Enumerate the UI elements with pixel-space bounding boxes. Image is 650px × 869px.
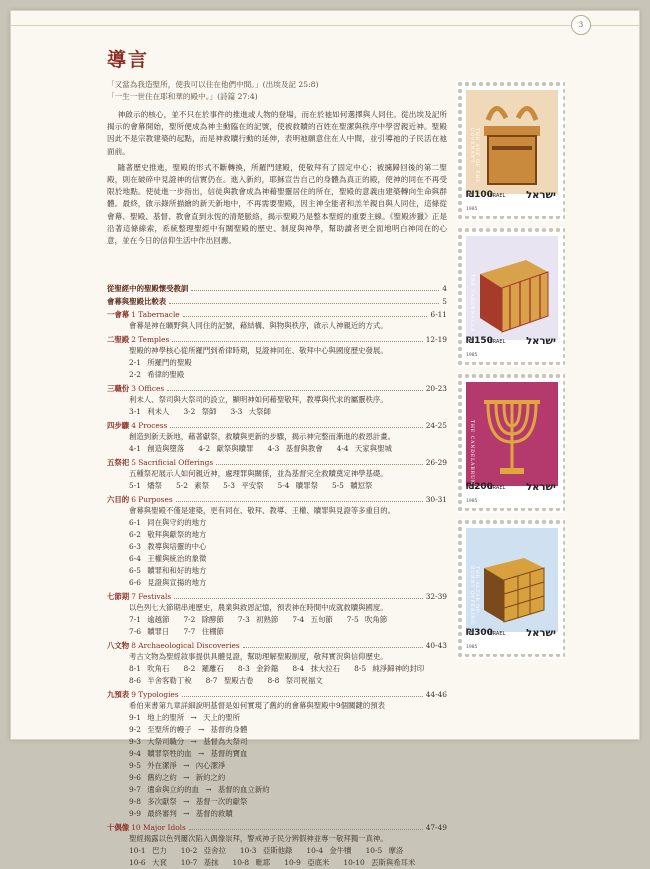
toc-title[interactable]: 從聖經中的聖殿懷受教訓: [107, 284, 189, 293]
toc-subsection[interactable]: 4-1 創造與墮落: [129, 444, 185, 453]
toc-subsection[interactable]: 7-7 住棚節: [183, 627, 224, 636]
toc-page-range: 30-31: [425, 495, 447, 504]
toc-subsection[interactable]: 4-4 天家與聖城: [336, 444, 392, 453]
toc-subsection-line: [107, 517, 447, 541]
toc-subsection-line: [107, 857, 447, 869]
stamp-country: ISRAEL: [488, 485, 506, 491]
toc-heading-row[interactable]: [107, 309, 447, 320]
toc-subsection-line: [107, 736, 447, 760]
toc-heading-row[interactable]: [107, 383, 447, 394]
stamp-caption: [466, 336, 556, 358]
toc-subsection-line: [107, 712, 447, 736]
toc-entry[interactable]: [107, 494, 447, 589]
toc-subsection[interactable]: 9-8 多次獻祭 → 基督一次的獻祭: [129, 797, 248, 806]
toc-subsection-line: [107, 626, 447, 638]
toc-subsection-line: [107, 663, 447, 675]
toc-subsection[interactable]: 10-6 大袞: [129, 858, 167, 867]
toc-leader-dots: [191, 283, 439, 291]
toc-leader-dots: [169, 296, 439, 304]
scripture-quote: 「一生一世住在耶和華的殿中。」(詩篇 27:4): [107, 92, 258, 101]
toc-page-range: 32-39: [425, 592, 447, 601]
toc-subsection[interactable]: 10-2 亞舍拉: [180, 846, 226, 855]
toc-subsection-line: [107, 443, 447, 455]
toc-subsection[interactable]: 3-3 大祭師: [230, 407, 271, 416]
toc-entry[interactable]: [107, 640, 447, 687]
toc-title[interactable]: 八文物: [107, 641, 130, 650]
toc-subsection-line: [107, 808, 447, 820]
toc-leader-dots: [172, 334, 422, 342]
stamp-caption: [466, 190, 556, 212]
toc-subsection[interactable]: 9-5 外在潔淨 → 內心潔淨: [129, 761, 226, 770]
toc-english-title: 5 Sacrificial Offerings: [131, 458, 214, 467]
toc-subsection[interactable]: 10-8 毗耶: [232, 858, 271, 867]
stamp-illustration: [466, 382, 556, 486]
toc-title[interactable]: 六目的: [107, 495, 130, 504]
stamp-year: 1985: [466, 499, 478, 504]
stamp-name: THE ALTAR OF BURNT OFFERING: [469, 566, 479, 625]
toc-description: 考古文物為聖經敘事提供具體見證，幫助理解聖殿制度，敬拜實況與信仰歷史。: [129, 652, 388, 661]
toc-subsection[interactable]: 9-2 至聖所的幔子 → 基督的身體: [129, 725, 248, 734]
stamp-caption: [466, 482, 556, 504]
scripture-quote: 「又當為我造聖所，使我可以住在他們中間。」(出埃及記 25:8): [107, 80, 319, 89]
toc-leader-dots: [170, 420, 422, 428]
toc-subsection[interactable]: 3-2 祭師: [183, 407, 217, 416]
toc-subsection[interactable]: 7-4 五旬節: [292, 615, 333, 624]
stamp-illustration: [466, 528, 556, 632]
toc-subsection[interactable]: 7-1 逾越節: [129, 615, 170, 624]
toc-description: 以色列七大節期串連歷史，農業與救恩記憶，預表神在時間中成就救贖與國度。: [129, 603, 388, 612]
toc-english-title: 3 Offices: [131, 384, 165, 393]
toc-subsection[interactable]: 8-4 抹大拉石: [292, 664, 341, 673]
stamp-name: THE ARK OF THE COVENANT: [469, 128, 479, 184]
stamp-face: [462, 232, 560, 362]
toc-page-range: 4: [442, 284, 447, 293]
toc-page-range: 12-19: [425, 335, 447, 344]
toc-heading-row[interactable]: [107, 591, 447, 602]
toc-entry[interactable]: [107, 334, 447, 381]
toc-subsection[interactable]: 9-4 贖罪祭牲的血 → 基督的寶血: [129, 749, 248, 758]
toc-subsection[interactable]: 2-2 希律的聖殿: [129, 370, 185, 379]
toc-english-title: 4 Process: [131, 421, 168, 430]
stamp-price: ₪300: [466, 628, 493, 638]
toc-page-range: 26-29: [425, 458, 447, 467]
toc-subsection[interactable]: 8-7 聖殿古卷: [205, 676, 254, 685]
postage-stamp: [457, 227, 565, 367]
toc-subsection-line: [107, 614, 447, 626]
toc-subsection-line: [107, 784, 447, 808]
toc-english-title: 2 Temples: [131, 335, 170, 344]
intro-paragraph: 神啟示的核心，並不只在於事件的推進或人物的登場，而在於祂如何選擇與人同住。從出埃及記所揭示的會幕開始，聖所便成為神主動臨在的記號，使被救贖的百姓在聖潔與秩序中學習親近神。聖殿因此不是宗教建築的起點，而是神救贖行動的延伸，表明祂願意住在人中間，並引導祂的子民活在祂面前。: [107, 110, 447, 156]
stamp-country: ISRAEL: [488, 339, 506, 345]
toc-subsection[interactable]: 10-4 金牛犢: [306, 846, 352, 855]
stamp-illustration: [466, 90, 556, 194]
toc-subsection-line: [107, 357, 447, 381]
toc-heading-row[interactable]: [107, 296, 447, 307]
toc-leader-dots: [176, 494, 423, 502]
toc-subsection[interactable]: 5-4 贖罪祭: [277, 481, 318, 490]
stamp-illustration: [466, 236, 556, 340]
toc-subsection[interactable]: 10-1 巴力: [129, 846, 167, 855]
toc-description: 利未人、祭司與大祭司的設立，顯明神如何藉聖敬拜，教導與代求的屬靈秩序。: [129, 395, 388, 404]
stamp-name: THE TABERNACLE: [469, 274, 474, 333]
toc-description: 創造到新天新地，藉著獻祭，救贖與更新的步驟，揭示神完整而漸進的救恩計畫。: [129, 432, 396, 441]
toc-subsection[interactable]: 9-6 舊約之約 → 新約之約: [129, 773, 226, 782]
toc-heading-row[interactable]: [107, 689, 447, 700]
toc-entry[interactable]: [107, 457, 447, 492]
toc-subsection-line: [107, 541, 447, 565]
toc-subsection-line: [107, 406, 447, 418]
toc-subsection[interactable]: 8-3 金鈴鐺: [237, 664, 279, 673]
stamp-column: [457, 81, 567, 665]
toc-description: 會幕是神在曠野與人同住的記號，藉結構、與物與秩序，啟示人神親近的方式。: [129, 321, 388, 330]
toc-subsection[interactable]: 8-1 吹角石: [129, 664, 170, 673]
stamp-face: [462, 86, 560, 216]
toc-subsection-line: [107, 565, 447, 589]
intro-paragraph: 隨著歷史推進，聖殿的形式不斷轉換，所羅門建殿，使敬拜有了固定中心；被擄歸回後的第二聖殿，則在破碎中見證神的信實仍在。進入新約，耶穌宣告自己的身體為真正的殿，使神的同在不再受限於地點。使徒進一步指出，信徒與教會成為神藉聖靈居住的所在，聖殿的意義由建築轉向生命與群體。最終，啟示錄所描繪的新天新地中，不再需要聖殿，因主神全能者和羔羊親自與人同住，這條從會幕、聖殿、基督、教會直到永恆的清楚脈絡，揭示聖殿乃是整本聖經的重要主線。《聖殿涉獵》正是沿著這條線索，系統整理聖經中有關聖殿的歷史、制度與神學，幫助讀者更全面地明白神同在的心意，並在今日的信仰生活中作出回應。: [107, 162, 447, 246]
toc-subsection[interactable]: 7-6 贖罪日: [129, 627, 170, 636]
stamp-year: 1985: [466, 207, 478, 212]
stamp-country: ISRAEL: [488, 631, 506, 637]
toc-leader-dots: [167, 383, 422, 391]
toc-description: 希伯來書第九章詳細說明基督是如何實現了舊約的會幕與聖殿中9個關鍵的預表: [129, 701, 385, 710]
toc-subsection[interactable]: 10-10 丟斯與希耳米: [343, 858, 416, 867]
toc-title[interactable]: 五祭祀: [107, 458, 130, 467]
toc-english-title: 6 Purposes: [131, 495, 173, 504]
toc-title[interactable]: 三職份: [107, 384, 130, 393]
toc-leader-dots: [216, 457, 423, 465]
stamp-price: ₪200: [466, 482, 493, 492]
stamp-hebrew-text: ישראל: [526, 628, 556, 639]
toc-subsection[interactable]: 9-1 地上的聖所 → 天上的聖所: [129, 713, 241, 722]
toc-subsection[interactable]: 3-1 利未人: [129, 407, 170, 416]
toc-heading-row[interactable]: [107, 494, 447, 505]
toc-title[interactable]: 二聖殿: [107, 335, 130, 344]
toc-subsection[interactable]: 4-3 基督與教會: [267, 444, 323, 453]
toc-entry[interactable]: [107, 689, 447, 820]
stamp-hebrew-text: ישראל: [526, 190, 556, 201]
stamp-hebrew-text: ישראל: [526, 482, 556, 493]
toc-leader-dots: [189, 822, 423, 830]
toc-page-range: 44-46: [425, 690, 447, 699]
header-rule: [11, 25, 639, 26]
toc-entry[interactable]: [107, 283, 447, 294]
toc-heading-row[interactable]: [107, 822, 447, 833]
toc-english-title: 1 Tabernacle: [131, 310, 180, 319]
toc-description: 五種祭祀展示人如何親近神，處理罪與關係，並為基督完全救贖奠定神學基礎。: [129, 469, 388, 478]
toc-subsection[interactable]: 6-5 贖罪和和好的地方: [129, 566, 207, 575]
toc-description: 聖殿的神學核心從所羅門到希律時期，見證神同在、敬拜中心與國度歷史發展。: [129, 346, 388, 355]
toc-subsection-line: [107, 845, 447, 857]
toc-subsection[interactable]: 6-6 見證與宣揚的地方: [129, 578, 207, 587]
toc-leader-dots: [243, 640, 423, 648]
toc-subsection[interactable]: 9-9 最終審判 → 基督的救贖: [129, 809, 233, 818]
toc-english-title: 10 Major Idols: [131, 823, 186, 832]
toc-subsection[interactable]: 10-3 亞斯他錄: [239, 846, 293, 855]
toc-subsection[interactable]: 6-4 王權與統治的象徵: [129, 554, 207, 563]
toc-subsection[interactable]: 8-8 祭司祝福文: [267, 676, 323, 685]
toc-page-range: 40-43: [425, 641, 447, 650]
page-title: 導言: [107, 49, 150, 71]
toc-subsection[interactable]: 5-3 平安祭: [223, 481, 264, 490]
toc-heading-row[interactable]: [107, 334, 447, 345]
postage-stamp: [457, 373, 565, 513]
toc-page-range: 20-23: [425, 384, 447, 393]
stamp-price: ₪150: [466, 336, 493, 346]
toc-subsection[interactable]: 6-1 同在與守約的地方: [129, 518, 207, 527]
stamp-face: [462, 524, 560, 654]
toc-page-range: 6-11: [430, 310, 447, 319]
toc-leader-dots: [183, 309, 428, 317]
toc-title[interactable]: 十偶像: [107, 823, 130, 832]
toc-english-title: 9 Typologies: [131, 690, 179, 699]
toc-subsection-line: [107, 675, 447, 687]
toc-subsection[interactable]: 6-2 敬拜與獻祭的地方: [129, 530, 207, 539]
toc-subsection[interactable]: 7-5 吹角節: [346, 615, 388, 624]
toc-title[interactable]: 九預表: [107, 690, 130, 699]
toc-subsection-line: [107, 760, 447, 784]
toc-heading-row[interactable]: [107, 283, 447, 294]
toc-subsection[interactable]: 5-2 素祭: [176, 481, 210, 490]
toc-title[interactable]: 一會幕: [107, 310, 130, 319]
stamp-face: [462, 378, 560, 508]
toc-heading-row[interactable]: [107, 420, 447, 431]
toc-subsection[interactable]: 9-3 大祭司職分 → 基督為大祭司: [129, 737, 248, 746]
introduction: [107, 79, 447, 247]
stamp-price: ₪100: [466, 190, 493, 200]
toc-page-range: 5: [442, 297, 447, 306]
postage-stamp: [457, 519, 565, 659]
toc-heading-row[interactable]: [107, 640, 447, 651]
toc-subsection[interactable]: 9-7 遺命與立約的血 → 基督的血立新約: [129, 785, 270, 794]
stamp-hebrew-text: ישראל: [526, 336, 556, 347]
page-number-badge: 3: [571, 15, 591, 35]
toc-entry[interactable]: [107, 420, 447, 455]
toc-subsection[interactable]: 10-5 摩洛: [365, 846, 404, 855]
toc-subsection[interactable]: 4-2 獻祭與贖罪: [198, 444, 254, 453]
toc-title[interactable]: 四步驟: [107, 421, 130, 430]
stamp-year: 1985: [466, 353, 478, 358]
toc-english-title: 8 Archaeological Discoveries: [131, 641, 240, 650]
toc-description: 會幕與聖殿不僅是建築，更有同在、敬拜、教導、王權、贖罪與見證等多重目的。: [129, 506, 396, 515]
toc-subsection[interactable]: 2-1 所羅門的聖殿: [129, 358, 192, 367]
toc-subsection[interactable]: 7-2 除酵節: [183, 615, 224, 624]
toc-subsection[interactable]: 8-5 純淨歸神的封印: [354, 664, 425, 673]
toc-leader-dots: [182, 689, 423, 697]
stamp-caption: [466, 628, 556, 650]
toc-subsection[interactable]: 5-5 贖愆祭: [331, 481, 373, 490]
toc-title[interactable]: 會幕與聖殿比較表: [107, 297, 167, 306]
toc-description: 聖經揭露以色列屢次陷入偶像崇拜，警戒神子民分辨假神並專一敬拜獨一真神。: [129, 834, 388, 843]
toc-page-range: 47-49: [425, 823, 447, 832]
toc-entry[interactable]: [107, 591, 447, 638]
postage-stamp: [457, 81, 565, 221]
stamp-country: ISRAEL: [488, 193, 506, 199]
document-page: [10, 10, 640, 867]
toc-title[interactable]: 七節期: [107, 592, 130, 601]
toc-entry[interactable]: [107, 296, 447, 307]
toc-subsection-line: [107, 480, 447, 492]
toc-subsection[interactable]: 6-3 教導與培靈的中心: [129, 542, 207, 551]
toc-english-title: 7 Festivals: [131, 592, 172, 601]
table-of-contents: [107, 283, 447, 869]
toc-entry[interactable]: [107, 309, 447, 332]
toc-subsection[interactable]: 8-2 羅離石: [183, 664, 224, 673]
toc-subsection[interactable]: 10-7 基抹: [180, 858, 219, 867]
toc-heading-row[interactable]: [107, 457, 447, 468]
stamp-name: THE CANDELABRUM: [469, 420, 474, 486]
toc-subsection[interactable]: 7-3 初熟節: [237, 615, 279, 624]
toc-subsection[interactable]: 5-1 燔祭: [129, 481, 163, 490]
toc-subsection[interactable]: 10-9 亞底米: [284, 858, 330, 867]
toc-entry[interactable]: [107, 383, 447, 418]
toc-page-range: 24-25: [425, 421, 447, 430]
toc-subsection[interactable]: 8-6 半舍客勒丁稅: [129, 676, 192, 685]
toc-entry[interactable]: [107, 822, 447, 869]
stamp-year: 1985: [466, 645, 478, 650]
toc-leader-dots: [174, 591, 422, 599]
